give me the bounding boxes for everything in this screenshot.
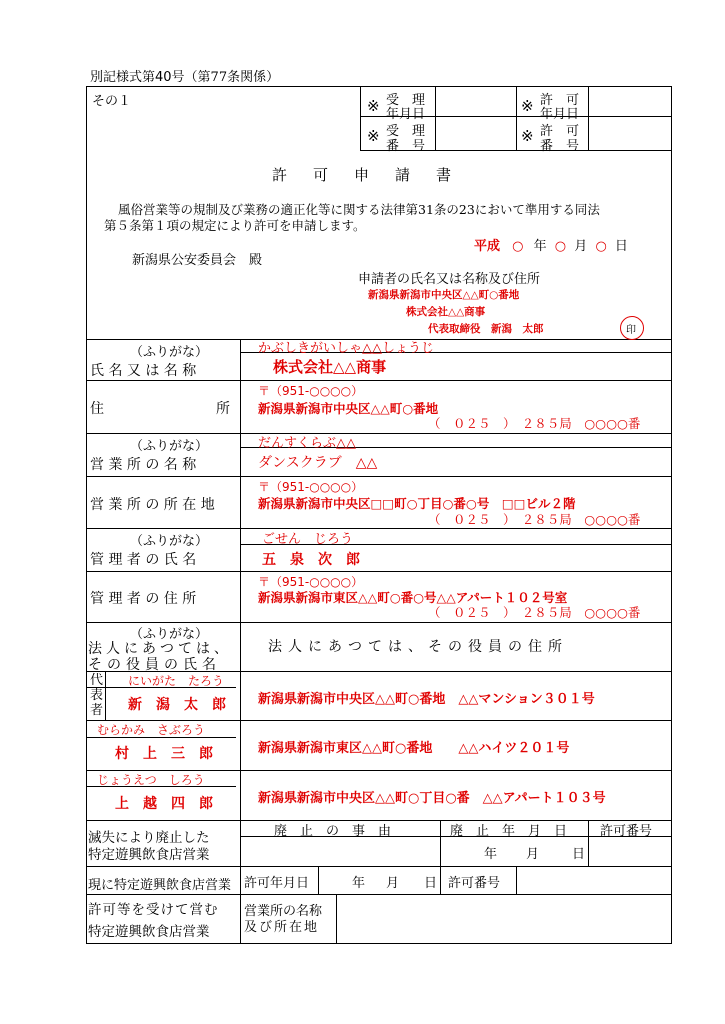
- abolished-business-label: 滅失により廃止した: [88, 830, 210, 846]
- postal-code-value: 〒（951-○○○○）: [258, 384, 364, 398]
- abolish-reason-label: 廃 止 の 事 由: [274, 824, 392, 839]
- officer-address: 新潟県新潟市中央区△△町○丁目○番 △△アパート１０３号: [258, 791, 606, 806]
- form-number-label: 別記様式第40号: [90, 70, 185, 85]
- month-label: 月: [386, 876, 400, 891]
- current-business-label: 現に特定遊興飲食店営業: [88, 878, 232, 893]
- postal-code-value: 〒（951-○○○○）: [258, 575, 364, 589]
- office-mark: ※: [367, 97, 380, 115]
- year-label: 年: [484, 847, 498, 862]
- officer-kana: むらかみ さぶろう: [97, 723, 206, 737]
- phone-value: （ ０２５ ） ２８５局 ○○○○番: [428, 416, 641, 431]
- part-label: その１: [92, 94, 132, 109]
- permit-date-label: 年月日: [540, 107, 580, 122]
- month-label: 月: [526, 847, 540, 862]
- divider: [318, 866, 319, 894]
- permit-number-label: 許可番号: [448, 876, 501, 891]
- officers-label: その役員の氏名: [88, 657, 221, 673]
- date-era: 平成: [474, 239, 501, 254]
- applicant-representative: 代表取締役 新潟 太郎: [428, 323, 544, 335]
- furigana-label: （ふりがな）: [130, 627, 209, 642]
- manager-name-value: 五 泉 次 郎: [262, 552, 360, 568]
- divider: [86, 894, 672, 895]
- divider: [105, 671, 106, 720]
- addressee: 新潟県公安委員会 殿: [132, 253, 263, 268]
- officer-name: 上 越 四 郎: [115, 796, 213, 812]
- receipt-date-label: 受 理: [386, 93, 426, 108]
- receipt-number-label: 受 理: [386, 124, 426, 139]
- date-day: ○: [595, 239, 607, 254]
- divider: [336, 894, 337, 944]
- divider: [440, 820, 441, 866]
- year-label: 年: [352, 876, 366, 891]
- officer-kana: にいがた たろう: [128, 674, 225, 688]
- divider: [86, 528, 672, 529]
- address-label: 住 所: [90, 401, 230, 417]
- office-name-location-label: 営業所の名称: [244, 904, 323, 919]
- furigana-label: （ふりがな）: [130, 534, 209, 549]
- divider: [86, 433, 672, 434]
- day-label: 日: [424, 876, 438, 891]
- officer-kana: じょうえつ しろう: [97, 773, 205, 787]
- divider: [588, 820, 589, 866]
- furigana-label: （ふりがな）: [130, 345, 209, 360]
- permit-date-label: 許可年月日: [244, 876, 310, 891]
- name-value: 株式会社△△商事: [273, 358, 387, 376]
- divider: [86, 380, 672, 381]
- representative-mark: 代表者: [90, 673, 104, 718]
- office-name-value: ダンスクラブ △△: [258, 455, 378, 471]
- date-unit: 月: [574, 239, 588, 254]
- office-mark: ※: [521, 127, 534, 145]
- postal-code-value: 〒（951-○○○○）: [258, 480, 364, 494]
- current-business-label: 許可等を受けて営む: [88, 902, 219, 918]
- date-unit: 年: [533, 239, 547, 254]
- date-month: ○: [554, 239, 567, 254]
- office-name-location-label: 及び所在地: [244, 920, 320, 935]
- applicant-address: 新潟県新潟市中央区△△町○番地: [368, 289, 520, 301]
- office-name-label: 営 業 所 の 名 称: [90, 457, 197, 473]
- office-mark: ※: [521, 97, 534, 115]
- office-kana-value: だんすくらぶ△△: [258, 436, 356, 451]
- permit-number-label: 許 可: [540, 124, 580, 139]
- applicant-company: 株式会社△△商事: [406, 306, 486, 318]
- form-number: [90, 66, 279, 85]
- body-text: 第５条第１項の規定により許可を申請します。: [104, 218, 366, 233]
- permit-number-label: 許可番号: [600, 824, 653, 839]
- form-reference: （第77条関係）: [184, 70, 280, 85]
- date-year: ○: [512, 239, 524, 254]
- date-unit: 日: [614, 239, 628, 254]
- phone-value: （ ０２５ ） ２８５局 ○○○○番: [428, 605, 641, 620]
- divider: [516, 86, 517, 150]
- divider: [588, 86, 589, 150]
- divider: [240, 339, 241, 944]
- manager-name-label: 管 理 者 の 氏 名: [90, 552, 197, 568]
- manager-address-value: 新潟県新潟市東区△△町○番○号△△アパート１０２号室: [258, 590, 568, 605]
- seal-stamp: [620, 316, 644, 340]
- seal-mark: 印: [626, 325, 636, 336]
- manager-address-label: 管 理 者 の 住 所: [90, 591, 197, 607]
- divider: [440, 866, 441, 894]
- abolished-business-label: 特定遊興飲食店営業: [88, 847, 210, 863]
- office-location-label: 営 業 所 の 所 在 地: [90, 497, 215, 513]
- furigana-label: （ふりがな）: [130, 439, 209, 454]
- office-location-value: 新潟県新潟市中央区□□町○丁目○番○号 □□ビル２階: [258, 496, 576, 511]
- page-title: 許可申請書: [272, 166, 478, 184]
- divider: [516, 866, 517, 894]
- current-business-label: 特定遊興飲食店営業: [88, 924, 210, 940]
- permit-number-label: 番 号: [540, 139, 580, 154]
- divider: [86, 476, 672, 477]
- officer-name: 村 上 三 郎: [115, 746, 213, 762]
- day-label: 日: [572, 847, 586, 862]
- permit-date-label: 許 可: [540, 93, 580, 108]
- divider: [86, 866, 672, 867]
- divider: [86, 571, 672, 572]
- name-kana-value: かぶしきがいしゃ△△しょうじ: [258, 341, 434, 356]
- office-mark: ※: [367, 127, 380, 145]
- application-date: [474, 235, 628, 254]
- body-text: 風俗営業等の規制及び業務の適正化等に関する法律第31条の23において準用する同法: [118, 202, 600, 217]
- applicant-heading: 申請者の氏名又は名称及び住所: [358, 272, 541, 287]
- address-value: 新潟県新潟市中央区△△町○番地: [258, 401, 439, 416]
- phone-value: （ ０２５ ） ２８５局 ○○○○番: [428, 512, 641, 527]
- officer-name: 新 潟 太 郎: [128, 697, 226, 713]
- officers-label: 法人にあつては、: [88, 641, 232, 657]
- receipt-number-label: 番 号: [386, 139, 426, 154]
- officer-address: 新潟県新潟市東区△△町○番地 △△ハイツ２０１号: [258, 741, 570, 756]
- officer-address: 新潟県新潟市中央区△△町○番地 △△マンション３０１号: [258, 692, 595, 707]
- divider: [360, 86, 361, 150]
- divider: [435, 86, 436, 150]
- abolish-date-label: 廃 止 年 月 日: [450, 824, 568, 839]
- name-label: 氏 名 又 は 名 称: [90, 363, 197, 379]
- officers-address-label: 法人にあつては、その役員の住所: [268, 639, 568, 655]
- manager-kana-value: ごせん じろう: [262, 532, 354, 547]
- receipt-date-label: 年月日: [386, 107, 426, 122]
